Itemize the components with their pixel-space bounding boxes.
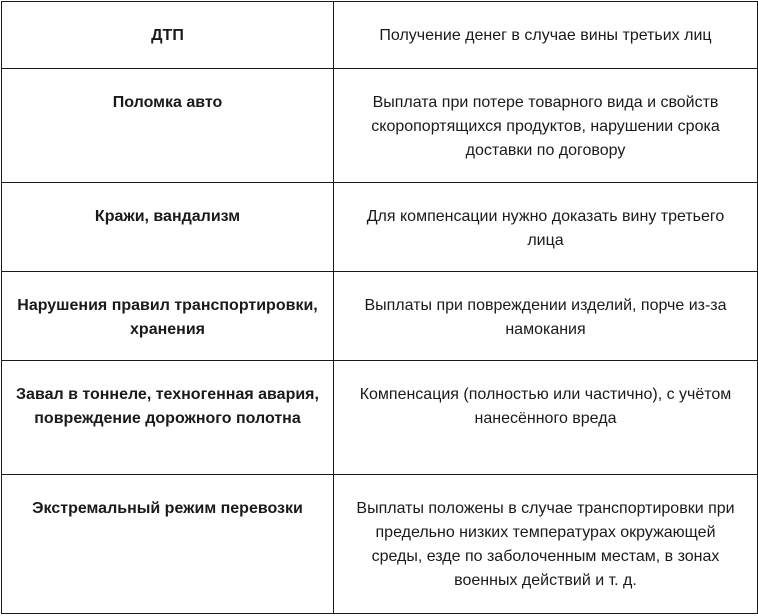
description-cell: Компенсация (полностью или частично), с учётом нанесённого вреда: [334, 361, 758, 475]
risk-cell: ДТП: [2, 2, 334, 69]
description-cell: Выплата при потере товарного вида и свойств скоропортящихся продуктов, нарушении срока доставки по договору: [334, 69, 758, 183]
risk-cell: Поломка авто: [2, 69, 334, 183]
insurance-risks-table: [1, 1, 758, 614]
table-row: [2, 475, 758, 614]
risk-cell: Завал в тоннеле, техногенная авария, повреждение дорожного полотна: [2, 361, 334, 475]
description-cell: Получение денег в случае вины третьих лиц: [334, 2, 758, 69]
table-row: [2, 2, 758, 69]
table-row: [2, 272, 758, 361]
description-cell: Для компенсации нужно доказать вину третьего лица: [334, 183, 758, 272]
description-cell: Выплаты при повреждении изделий, порче из-за намокания: [334, 272, 758, 361]
risk-cell: Кражи, вандализм: [2, 183, 334, 272]
description-cell: Выплаты положены в случае транспортировки при предельно низких температурах окружающей среды, езде по заболоченным местам, в зонах военных действий и т. д.: [334, 475, 758, 614]
risk-cell: Экстремальный режим перевозки: [2, 475, 334, 614]
table-row: [2, 183, 758, 272]
risk-cell: Нарушения правил транспортировки, хранения: [2, 272, 334, 361]
table-row: [2, 361, 758, 475]
table-row: [2, 69, 758, 183]
